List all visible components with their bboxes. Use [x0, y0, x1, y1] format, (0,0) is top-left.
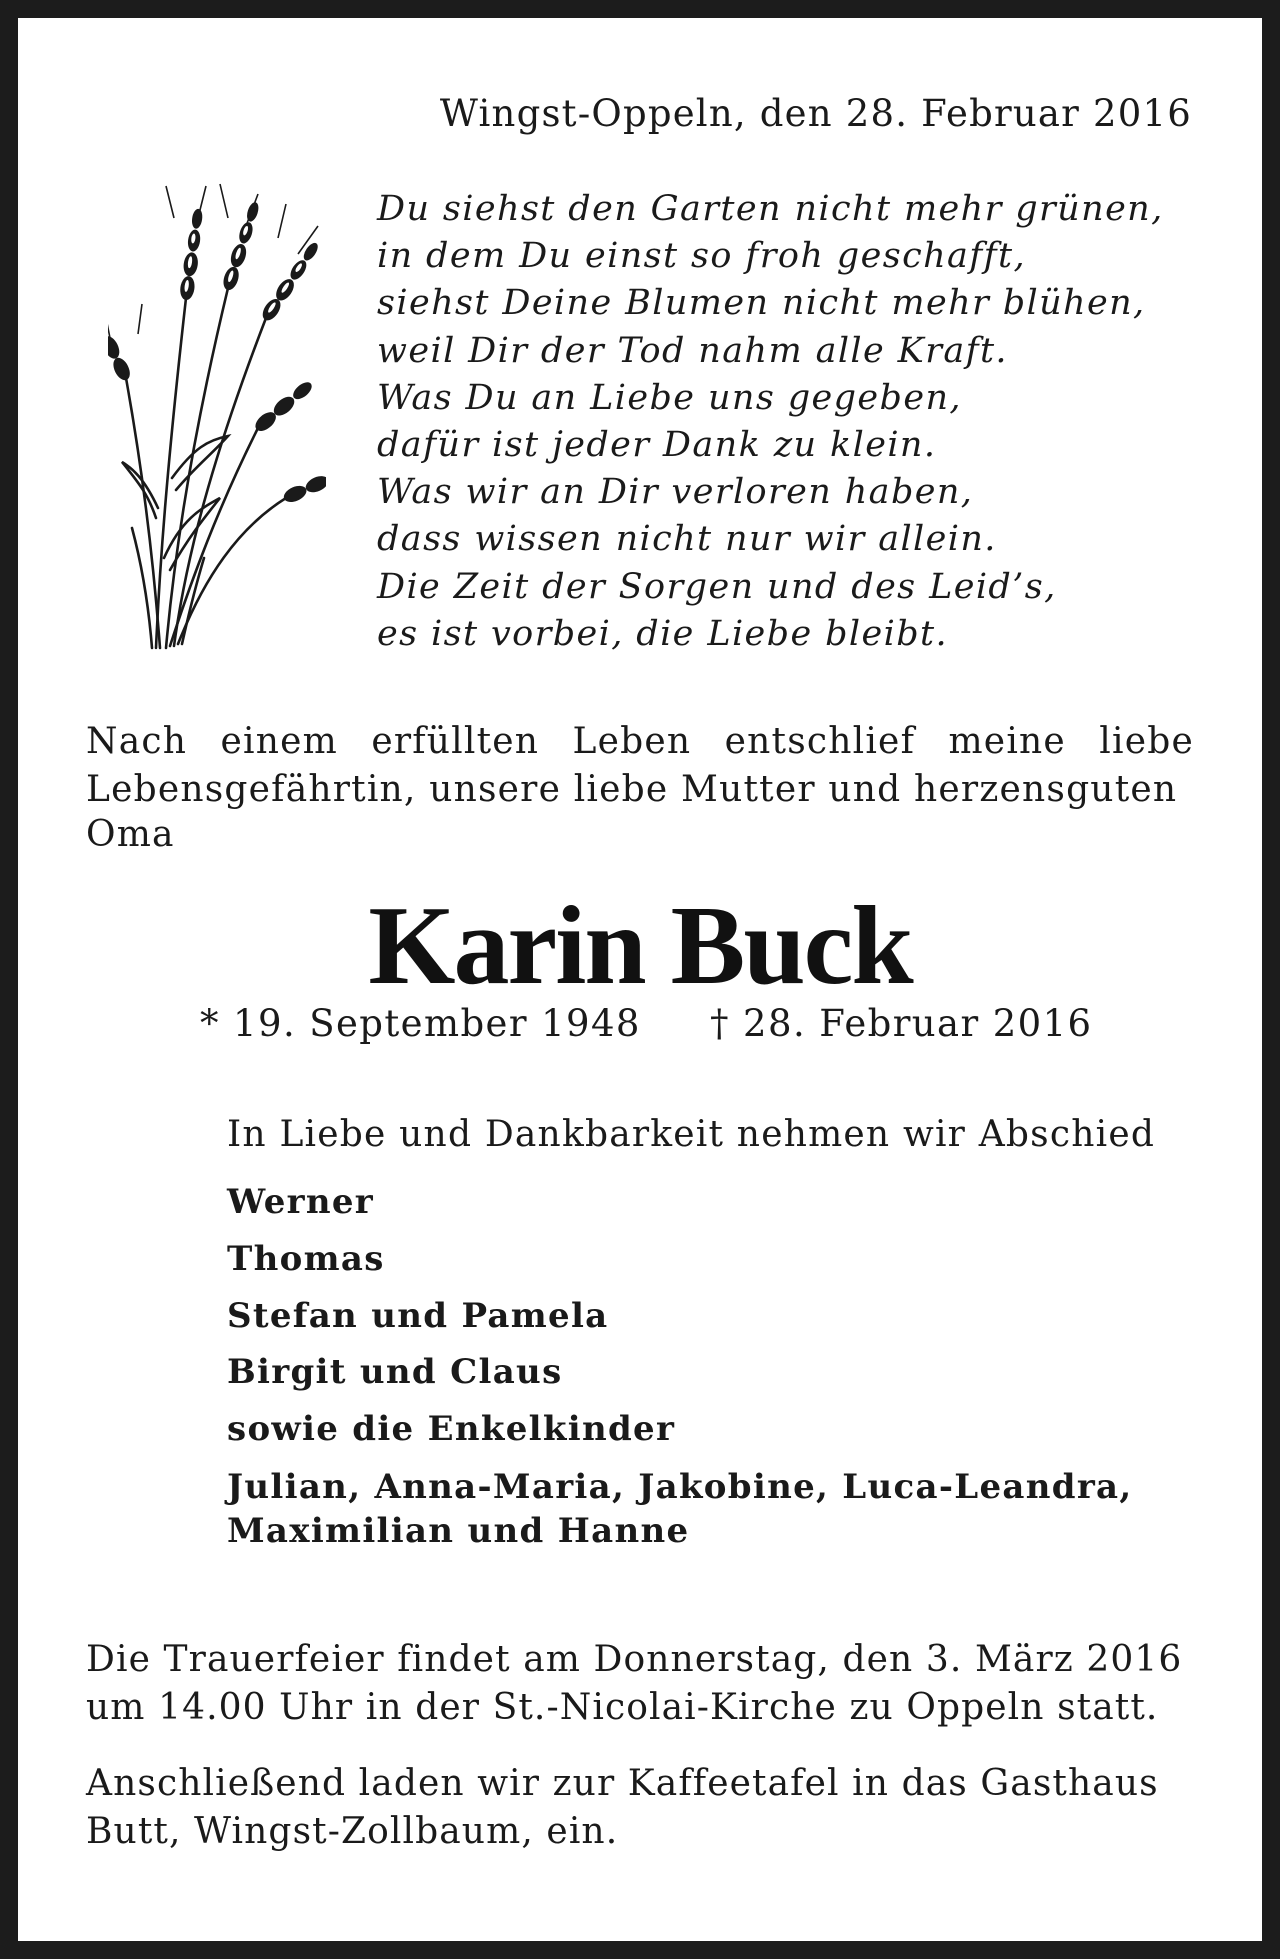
- poem-line: siehst Deine Blumen nicht mehr blühen,: [377, 283, 1146, 324]
- poem-line: dass wissen nicht nur wir allein.: [377, 519, 997, 560]
- mourner-name: Werner: [227, 1182, 375, 1222]
- poem-line: es ist vorbei, die Liebe bleibt.: [377, 613, 949, 654]
- poem-line: weil Dir der Tod nahm alle Kraft.: [377, 330, 1008, 371]
- poem-line: Was wir an Dir verloren haben,: [377, 472, 974, 513]
- poem-line: Die Zeit der Sorgen und des Leid’s,: [377, 566, 1057, 607]
- funeral-info: [86, 1636, 1182, 1732]
- mourner-name: Birgit und Claus: [227, 1352, 563, 1392]
- intro-text: Nach einem erfüllten Leben entschlief meine liebe Lebensgefährtin, unsere liebe Mutter und herzensguten: [86, 721, 1194, 810]
- mourner-name: sowie die Enkelkinder: [227, 1409, 676, 1449]
- poem-line: in dem Du einst so froh geschafft,: [377, 236, 1026, 277]
- mourner-name: Stefan und Pamela: [227, 1296, 609, 1336]
- place-date: Wingst-Oppeln, den 28. Februar 2016: [439, 92, 1192, 135]
- funeral-line: Die Trauerfeier findet am Donnerstag, den 3. März 2016: [86, 1639, 1183, 1680]
- wheat-ears-icon: [108, 178, 326, 658]
- reception-info: [86, 1760, 1159, 1856]
- mourner-name: Maximilian und Hanne: [227, 1511, 690, 1551]
- reception-line: Anschließend laden wir zur Kaffeetafel in das Gasthaus: [86, 1763, 1159, 1804]
- poem-line: dafür ist jeder Dank zu klein.: [377, 425, 937, 466]
- poem-line: Du siehst den Garten nicht mehr grünen,: [377, 189, 1164, 229]
- mourner-name: Julian, Anna-Maria, Jakobine, Luca-Leandra,: [227, 1467, 1133, 1507]
- funeral-line: um 14.00 Uhr in der St.-Nicolai-Kirche zu Oppeln statt.: [86, 1687, 1159, 1728]
- farewell-text: In Liebe und Dankbarkeit nehmen wir Abschied: [227, 1114, 1156, 1155]
- mourner-name: Thomas: [227, 1239, 385, 1279]
- poem: [377, 186, 1164, 658]
- reception-line: Butt, Wingst-Zollbaum, ein.: [86, 1811, 619, 1852]
- poem-line: Was Du an Liebe uns gegeben,: [377, 377, 962, 418]
- deceased-name: Karin Buck: [368, 884, 912, 1008]
- intro-text-end: Oma: [86, 814, 175, 855]
- death-date: † 28. Februar 2016: [710, 1002, 1093, 1045]
- birth-date: * 19. September 1948: [200, 1002, 641, 1045]
